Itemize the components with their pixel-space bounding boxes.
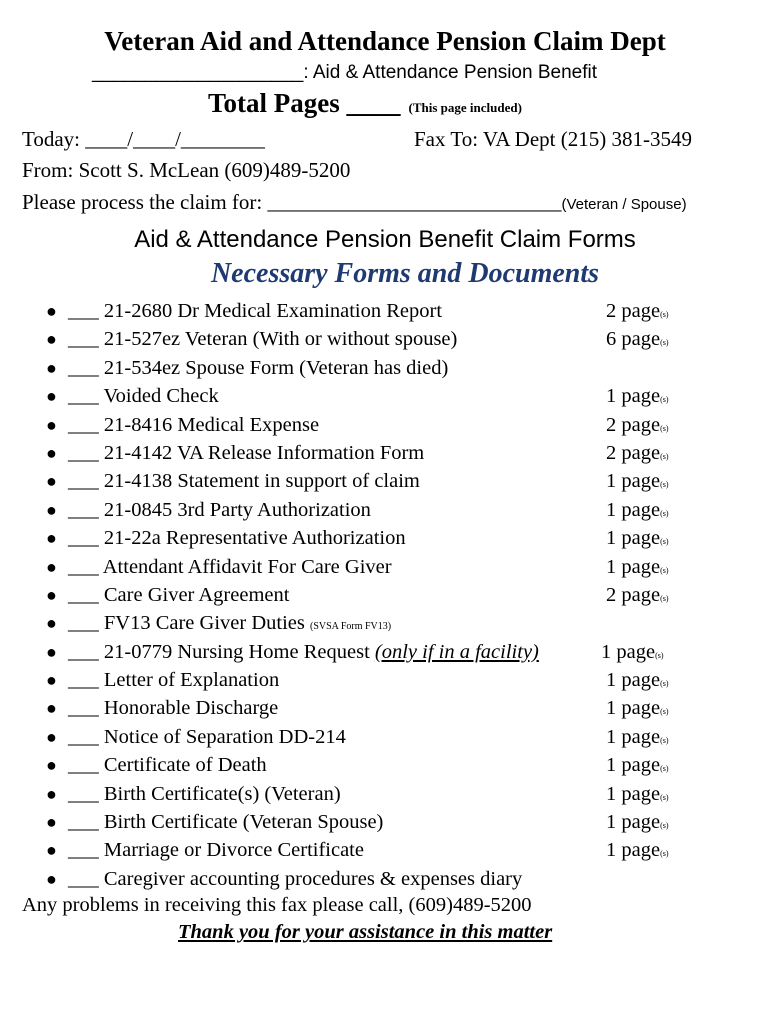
- bullet-icon: ●: [46, 528, 57, 549]
- page-count-unit: (s): [655, 650, 664, 660]
- page-count-text: 1 page: [606, 839, 661, 862]
- list-item: [46, 581, 746, 609]
- page-count-text: 2 page: [606, 300, 661, 322]
- item-label-text: ___ Marriage or Divorce Certificate: [68, 839, 364, 862]
- item-label-text: ___ 21-0779 Nursing Home Request: [68, 640, 370, 663]
- bullet-icon: ●: [46, 584, 57, 605]
- bullet-icon: ●: [46, 840, 57, 861]
- thanks-line: Thank you for your assistance in this matter: [178, 921, 553, 943]
- list-item: [46, 666, 746, 694]
- veteran-spouse-note: (Veteran / Spouse): [561, 196, 687, 213]
- list-item: [46, 865, 746, 893]
- page-count-text: 1 page: [606, 811, 661, 834]
- page-count-text: 1 page: [606, 754, 661, 777]
- item-label: [68, 836, 364, 864]
- page-title: Veteran Aid and Attendance Pension Claim Dept: [104, 26, 666, 56]
- item-label-text: ___ 21-8416 Medical Expense: [68, 413, 320, 436]
- bullet-icon: ●: [46, 755, 57, 776]
- page-count-text: 1 page: [606, 725, 661, 748]
- page-count-unit: (s): [660, 480, 669, 490]
- bullet-icon: ●: [46, 698, 57, 719]
- bullet-icon: ●: [46, 386, 57, 407]
- item-label: [68, 581, 289, 609]
- list-item: [46, 723, 746, 751]
- page-count-text: 2 page: [606, 413, 661, 436]
- list-item: [46, 694, 746, 722]
- item-label-text: ___ 21-4138 Statement in support of claim: [68, 470, 420, 493]
- list-item: [46, 609, 746, 637]
- page-count-unit: (s): [660, 849, 669, 859]
- item-label: [68, 496, 371, 524]
- item-label-text: ___ Certificate of Death: [68, 754, 267, 777]
- item-label-text: ___ 21-527ez Veteran (With or without spouse): [68, 328, 458, 351]
- list-item: [46, 325, 746, 353]
- page-count-unit: (s): [660, 679, 669, 689]
- page-count-unit: (s): [660, 395, 669, 405]
- item-label: [68, 694, 278, 722]
- bullet-icon: ●: [46, 783, 57, 804]
- page-count-text: 2 page: [606, 441, 661, 464]
- fax-to: Fax To: VA Dept (215) 381-3549: [414, 127, 692, 151]
- item-label: [68, 467, 420, 495]
- item-label: [68, 439, 424, 467]
- subtitle: ____________________: Aid & Attendance Pension Benefit: [92, 62, 597, 83]
- necessary-heading: Necessary Forms and Documents: [210, 258, 600, 289]
- bullet-icon: ●: [46, 726, 57, 747]
- item-label-text: ___ Care Giver Agreement: [68, 583, 290, 606]
- page-count-unit: (s): [660, 707, 669, 717]
- item-label: [68, 524, 406, 552]
- bullet-icon: ●: [46, 499, 57, 520]
- item-label: [68, 325, 457, 353]
- item-label-text: ___ Attendant Affidavit For Care Giver: [68, 555, 392, 578]
- item-label-text: ___ Voided Check: [68, 385, 219, 408]
- forms-checklist: [46, 297, 746, 893]
- page-count-unit: (s): [660, 764, 669, 774]
- page-count-text: 1 page: [606, 782, 661, 805]
- bullet-icon: ●: [46, 812, 57, 833]
- item-label: [68, 808, 383, 836]
- page-count-unit: (s): [660, 451, 669, 461]
- list-item: [46, 808, 746, 836]
- item-label-text: ___ 21-22a Representative Authorization: [68, 527, 406, 550]
- bullet-icon: ●: [46, 442, 57, 463]
- page-count-text: 1 page: [606, 669, 661, 692]
- list-item: [46, 751, 746, 779]
- problems-line: Any problems in receiving this fax please call, (609)489-5200: [22, 894, 532, 916]
- from-line: From: Scott S. McLean (609)489-5200: [22, 158, 351, 182]
- page-count-text: 1 page: [606, 555, 661, 578]
- list-item: [46, 836, 746, 864]
- bullet-icon: ●: [46, 868, 57, 889]
- item-label-text: ___ Birth Certificate (Veteran Spouse): [68, 811, 384, 834]
- page-count-unit: (s): [660, 338, 669, 348]
- item-label-text: ___ Birth Certificate(s) (Veteran): [68, 782, 341, 805]
- process-claim-label: Please process the claim for: ____________________________: [22, 190, 562, 214]
- bullet-icon: ●: [46, 357, 57, 378]
- item-label: [68, 780, 341, 808]
- page-count-unit: (s): [660, 593, 669, 603]
- list-item: [46, 382, 746, 410]
- page-count-unit: (s): [660, 310, 669, 319]
- bullet-icon: ●: [46, 613, 57, 634]
- page-count-unit: (s): [660, 508, 669, 518]
- item-label: [68, 723, 346, 751]
- page-count-unit: (s): [660, 821, 669, 831]
- list-item: [46, 439, 746, 467]
- page-count-text: 1 page: [606, 697, 661, 720]
- total-pages-note: (This page included): [408, 100, 522, 115]
- list-item: [46, 638, 746, 666]
- bullet-icon: ●: [46, 329, 57, 350]
- page-count-unit: (s): [660, 565, 669, 575]
- total-pages-label: Total Pages ____: [208, 88, 401, 118]
- list-item: [46, 411, 746, 439]
- page-count-unit: (s): [660, 537, 669, 547]
- page-count-unit: (s): [660, 792, 669, 802]
- page-count-text: 1 page: [606, 527, 661, 550]
- bullet-icon: ●: [46, 301, 57, 321]
- list-item: [46, 467, 746, 495]
- item-label-text: ___ Caregiver accounting procedures & expenses diary: [68, 867, 523, 890]
- list-item: [46, 354, 746, 382]
- item-label: [68, 751, 267, 779]
- item-label-text: ___ FV13 Care Giver Duties: [68, 612, 305, 635]
- item-label-text: ___ 21-4142 VA Release Information Form: [68, 441, 425, 464]
- item-label: [68, 865, 522, 893]
- item-note: (SVSA Form FV13): [309, 621, 392, 633]
- page-count-text: 6 page: [606, 328, 661, 351]
- list-item: [46, 780, 746, 808]
- item-label: [68, 382, 219, 410]
- page-count-text: 1 page: [606, 385, 661, 408]
- bullet-icon: ●: [46, 670, 57, 691]
- item-label-text: ___ Letter of Explanation: [68, 669, 280, 692]
- list-item: [46, 524, 746, 552]
- bullet-icon: ●: [46, 556, 57, 577]
- item-label: [68, 297, 442, 325]
- bullet-icon: ●: [46, 471, 57, 492]
- item-label-text: ___ 21-0845 3rd Party Authorization: [68, 498, 371, 521]
- forms-heading: Aid & Attendance Pension Benefit Claim Forms: [134, 226, 636, 253]
- page-count-text: 2 page: [606, 583, 661, 606]
- page-count-unit: (s): [660, 735, 669, 745]
- list-item: [46, 553, 746, 581]
- page-count-unit: (s): [660, 423, 669, 433]
- bullet-icon: ●: [46, 414, 57, 435]
- today-field: Today: ____/____/________: [22, 127, 265, 151]
- item-label: [68, 553, 392, 581]
- item-label-text: ___ 21-2680 Dr Medical Examination Report: [68, 300, 443, 322]
- item-label: [68, 666, 279, 694]
- page-count-text: 1 page: [601, 640, 656, 663]
- item-label: [68, 411, 319, 439]
- page-count-text: 1 page: [606, 498, 661, 521]
- bullet-icon: ●: [46, 641, 57, 662]
- item-label-text: ___ Notice of Separation DD-214: [68, 725, 346, 748]
- page-count-text: 1 page: [606, 470, 661, 493]
- item-label-text: ___ 21-534ez Spouse Form (Veteran has died): [68, 356, 449, 379]
- item-emphasis: (only if in a facility): [374, 640, 539, 663]
- process-claim-line: [22, 190, 687, 215]
- list-item: [46, 297, 746, 325]
- item-label-text: ___ Honorable Discharge: [68, 697, 279, 720]
- total-pages: [208, 88, 522, 119]
- item-label: [68, 354, 448, 382]
- item-label: [68, 638, 539, 666]
- list-item: [46, 496, 746, 524]
